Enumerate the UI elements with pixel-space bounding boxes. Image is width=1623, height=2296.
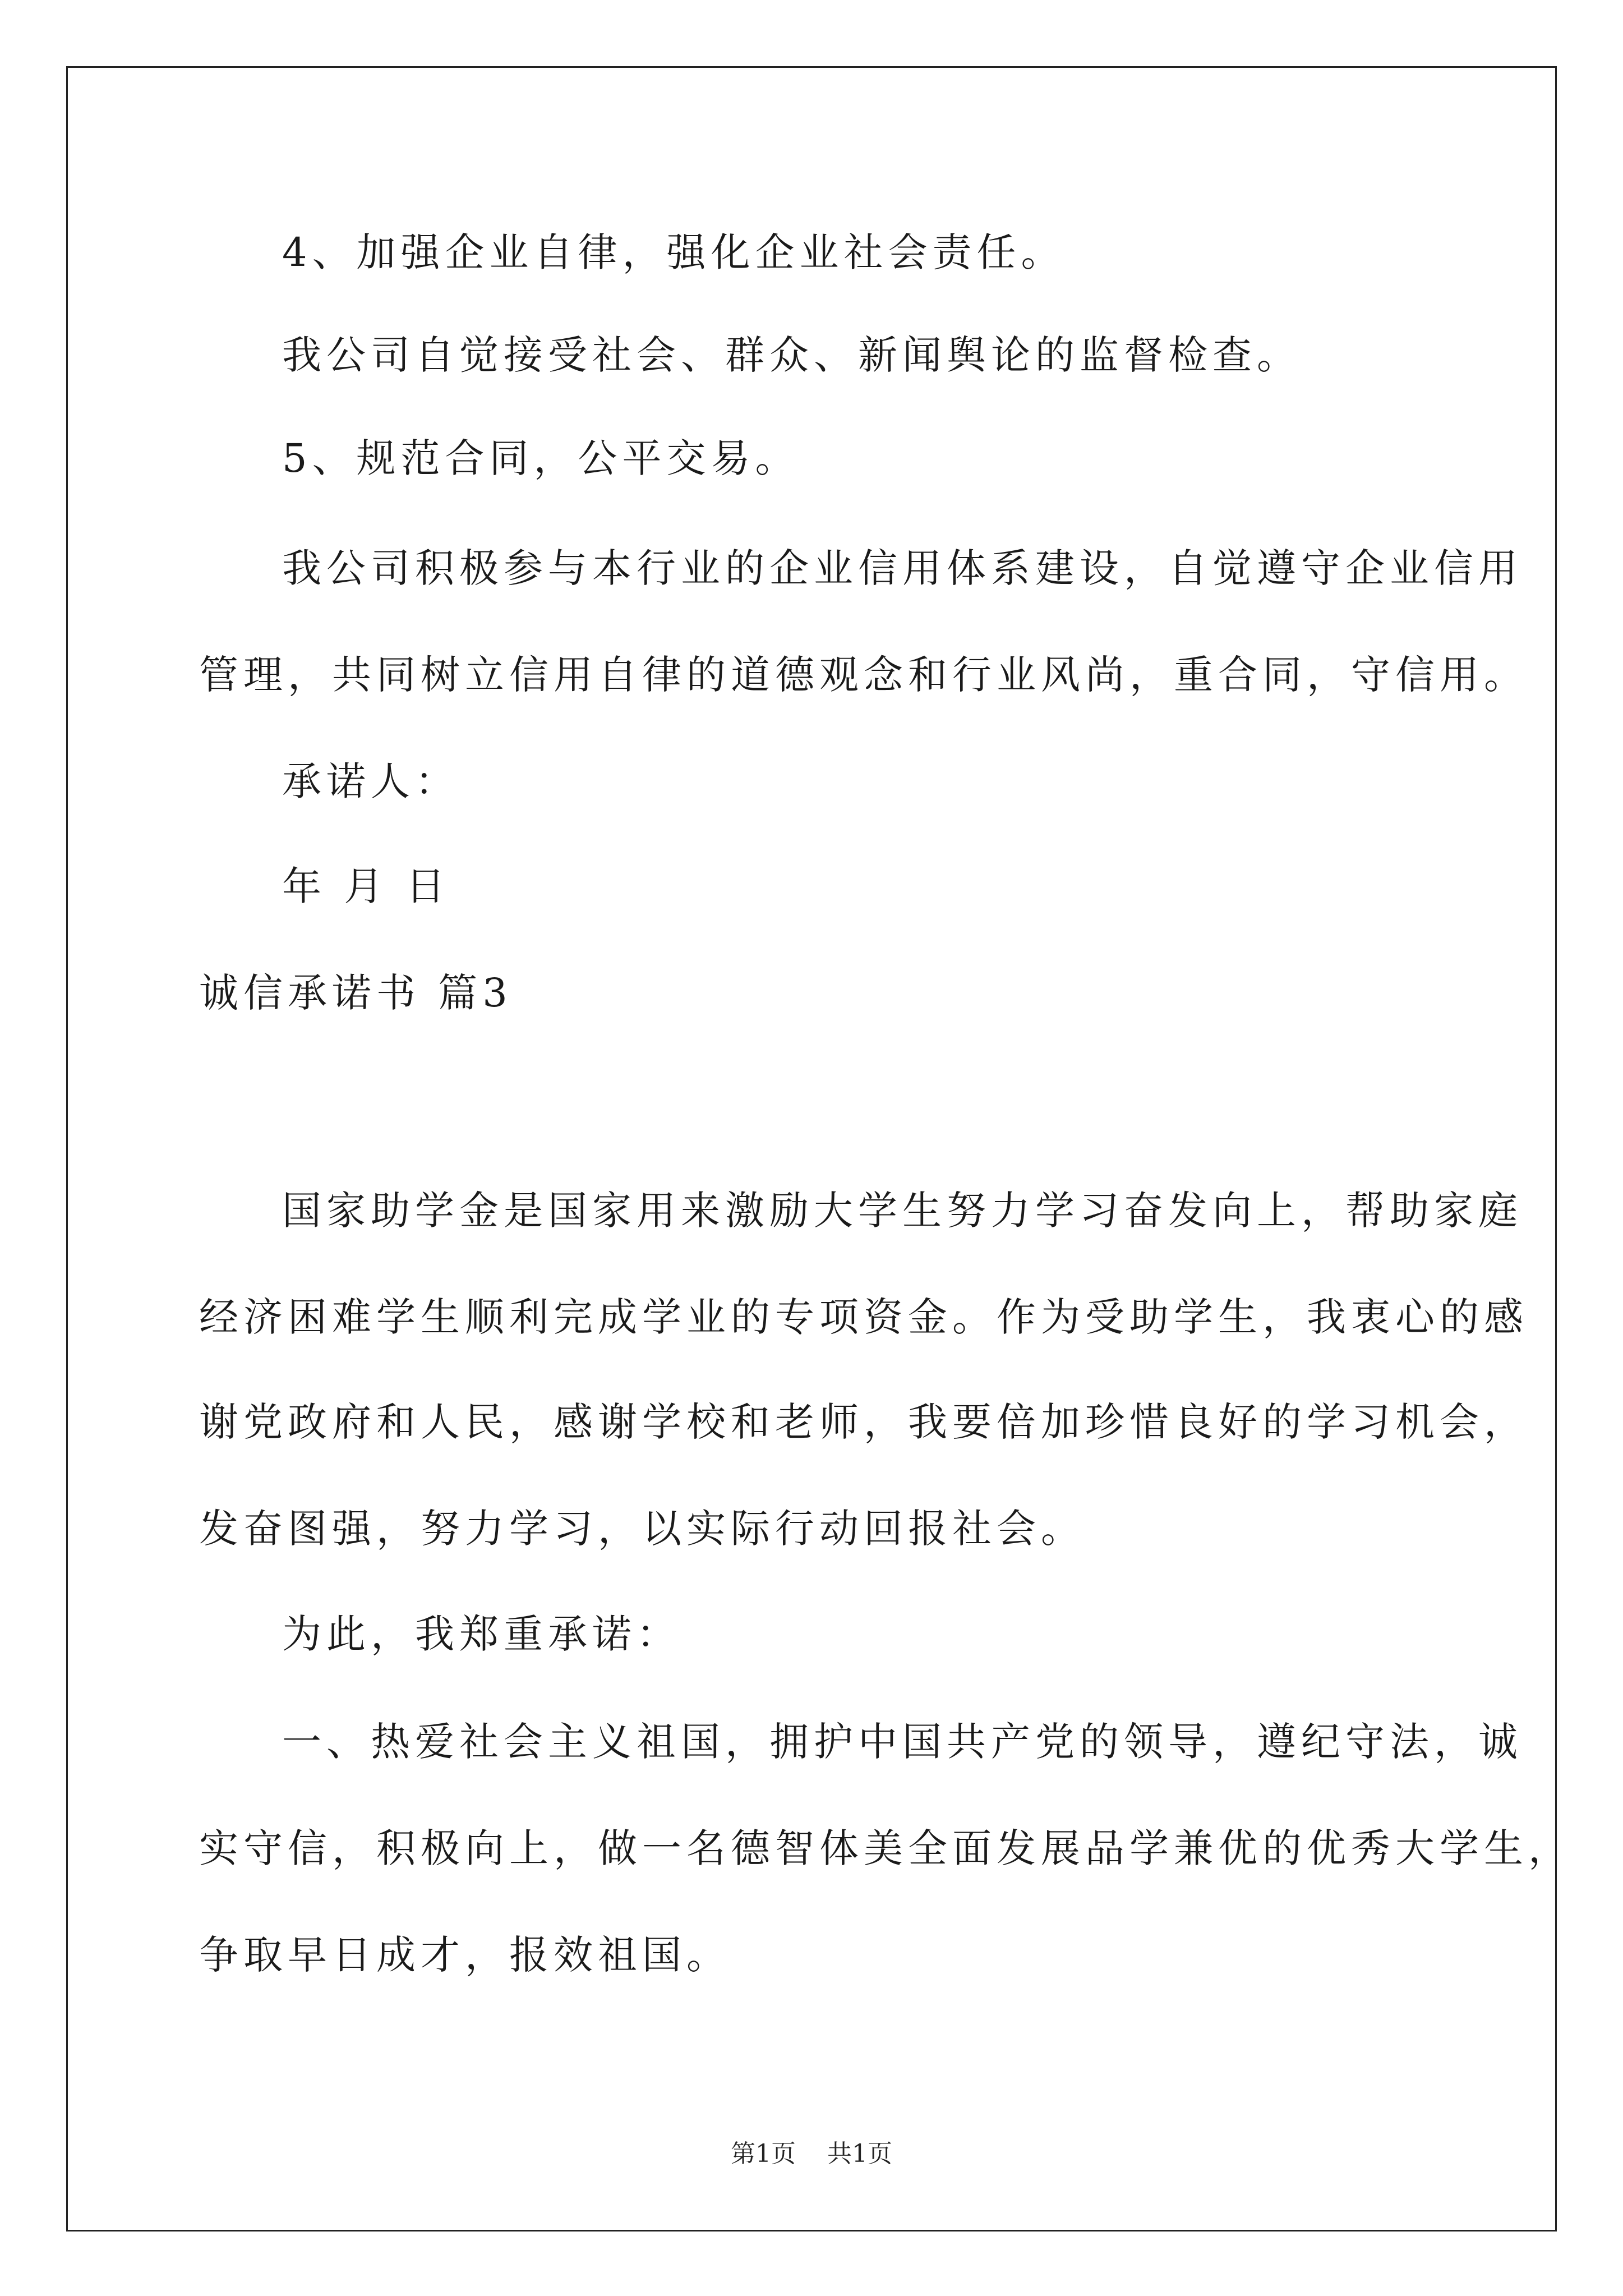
section-heading: 诚信承诺书 篇3	[199, 970, 513, 1016]
paragraph-pledge-intro: 为此，我郑重承诺：	[282, 1611, 681, 1657]
paragraph-supervision: 我公司自觉接受社会、群众、新闻舆论的监督检查。	[282, 332, 1301, 378]
page-border	[66, 66, 1557, 2231]
paragraph-item-4-line: 4、加强企业自律，强化企业社会责任。	[282, 229, 1066, 275]
paragraph-credit-system-line-1: 我公司积极参与本行业的企业信用体系建设，自觉遵守企业信用	[282, 545, 1523, 591]
paragraph-credit-system-line-2: 管理，共同树立信用自律的道德观念和行业风尚，重合同，守信用。	[199, 652, 1528, 698]
paragraph-pledge-1-line-1: 一、热爱社会主义祖国，拥护中国共产党的领导，遵纪守法，诚	[282, 1719, 1523, 1765]
paragraph-pledge-1-line-2: 实守信，积极向上，做一名德智体美全面发展品学兼优的优秀大学生，	[199, 1825, 1573, 1871]
paragraph-item-5-line: 5、规范合同，公平交易。	[282, 435, 800, 481]
date-line: 年 月 日	[282, 863, 450, 909]
paragraph-grant-line-2: 经济困难学生顺利完成学业的专项资金。作为受助学生，我衷心的感	[199, 1294, 1528, 1340]
paragraph-grant-line-1: 国家助学金是国家用来激励大学生努力学习奋发向上，帮助家庭	[282, 1188, 1523, 1234]
page-number-footer: 第1页 共1页	[731, 2139, 892, 2168]
promisor-label: 承诺人：	[282, 758, 459, 804]
paragraph-grant-line-3: 谢党政府和人民，感谢学校和老师，我要倍加珍惜良好的学习机会，	[199, 1399, 1528, 1445]
paragraph-grant-line-4: 发奋图强，努力学习，以实际行动回报社会。	[199, 1506, 1085, 1552]
paragraph-pledge-1-line-3: 争取早日成才，报效祖国。	[199, 1932, 731, 1978]
